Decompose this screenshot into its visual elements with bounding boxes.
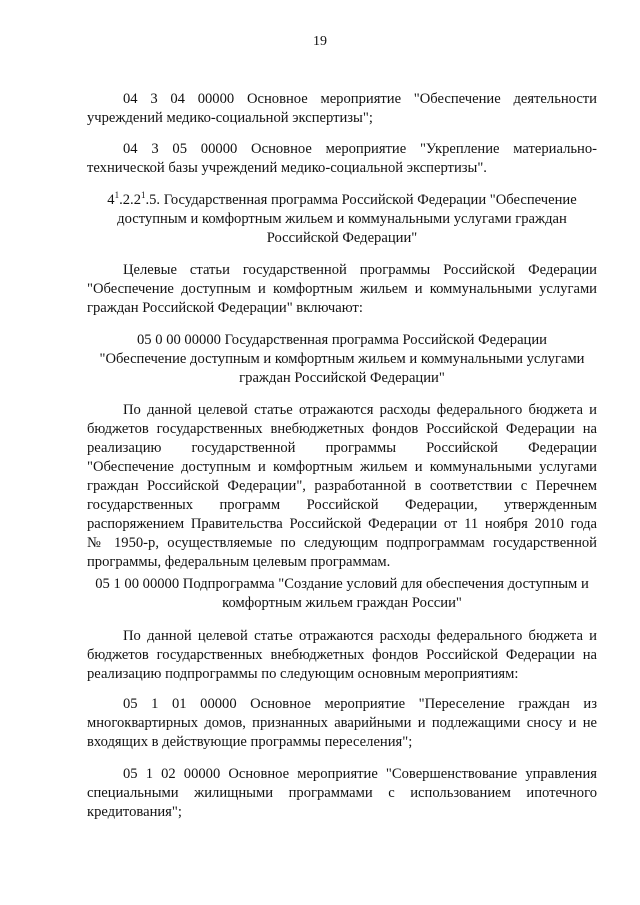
text-line: учреждений медико-социальной экспертизы"; <box>87 110 373 126</box>
text-line: бюджетов государственных внебюджетных фондов Российской Федерации на <box>87 647 597 663</box>
text-line: "Обеспечение доступным и комфортным жильем и коммунальными услугами <box>87 281 597 297</box>
text-line: граждан Российской Федерации" включают: <box>87 300 363 316</box>
text-line: 05 1 01 00000 Основное мероприятие "Переселение граждан из <box>123 696 597 712</box>
text-line: бюджетов государственных внебюджетных фондов Российской Федерации на <box>87 421 597 437</box>
text-line: технической базы учреждений медико-социальной экспертизы". <box>87 160 487 176</box>
heading-line: комфортным жильем граждан России" <box>222 595 462 611</box>
text-line: граждан Российской Федерации", разработанной в соответствии с Перечнем <box>87 478 597 494</box>
text-line: входящих в действующие программы переселения"; <box>87 734 413 750</box>
text-line: многоквартирных домов, признанных аварийными и подлежащими сносу и не <box>87 715 597 731</box>
heading-line: граждан Российской Федерации" <box>239 370 445 386</box>
paragraph-05-1-02 <box>87 765 597 822</box>
text-line: По данной целевой статье отражаются расходы федерального бюджета и <box>123 402 597 418</box>
paragraph-program-expenses <box>87 401 597 572</box>
section-number: 4 <box>107 192 115 208</box>
heading-text: Государственная программа Российской Федерации "Обеспечение <box>163 192 577 208</box>
page-number: 19 <box>313 34 327 49</box>
text-line: специальными жилищными программами с использованием ипотечного <box>87 785 597 801</box>
text-line: программы, федеральным целевым программам. <box>87 554 391 570</box>
section-number: .2.2 <box>119 192 141 208</box>
text-line: 04 3 05 00000 Основное мероприятие "Укрепление материально- <box>123 141 597 157</box>
section-number-superscript: 1 <box>140 190 146 200</box>
heading-line <box>87 191 597 210</box>
heading-line: доступным и комфортным жильем и коммунальными услугами граждан <box>117 211 567 227</box>
text-line: распоряжением Правительства Российской Федерации от 11 ноября 2010 года <box>87 516 597 532</box>
text-line: реализацию государственной программы Российской Федерации <box>87 440 597 456</box>
heading-05-0-00 <box>87 331 597 388</box>
text-line: кредитования"; <box>87 804 182 820</box>
heading-05-1-00 <box>87 575 597 613</box>
text-line: № 1950-р, осуществляемые по следующим подпрограммам государственной <box>87 535 597 551</box>
text-line: "Обеспечение доступным и комфортным жильем и коммунальными услугами <box>87 459 597 475</box>
section-number: .5. <box>145 192 161 208</box>
paragraph-target-articles <box>87 261 597 318</box>
heading-line: 05 1 00 00000 Подпрограмма "Создание условий для обеспечения доступным и <box>95 576 589 592</box>
text-line: Целевые статьи государственной программы Российской Федерации <box>123 262 597 278</box>
heading-line: "Обеспечение доступным и комфортным жильем и коммунальными услугами <box>99 351 585 367</box>
heading-line: 05 0 00 00000 Государственная программа Российской Федерации <box>137 332 547 348</box>
paragraph-05-1-01 <box>87 695 597 752</box>
paragraph-subprogram-expenses <box>87 627 597 684</box>
heading-line: Российской Федерации" <box>266 230 418 246</box>
section-number-superscript: 1 <box>114 190 120 200</box>
paragraph-04-3-05 <box>87 140 597 178</box>
text-line: 04 3 04 00000 Основное мероприятие "Обеспечение деятельности <box>123 91 597 107</box>
text-line: государственных программ Российской Федерации, утвержденным <box>87 497 597 513</box>
text-line: реализацию подпрограммы по следующим основным мероприятиям: <box>87 666 519 682</box>
paragraph-04-3-04 <box>87 90 597 128</box>
text-line: 05 1 02 00000 Основное мероприятие "Совершенствование управления <box>123 766 597 782</box>
text-line: По данной целевой статье отражаются расходы федерального бюджета и <box>123 628 597 644</box>
section-heading-4-2-2-5 <box>87 191 597 248</box>
